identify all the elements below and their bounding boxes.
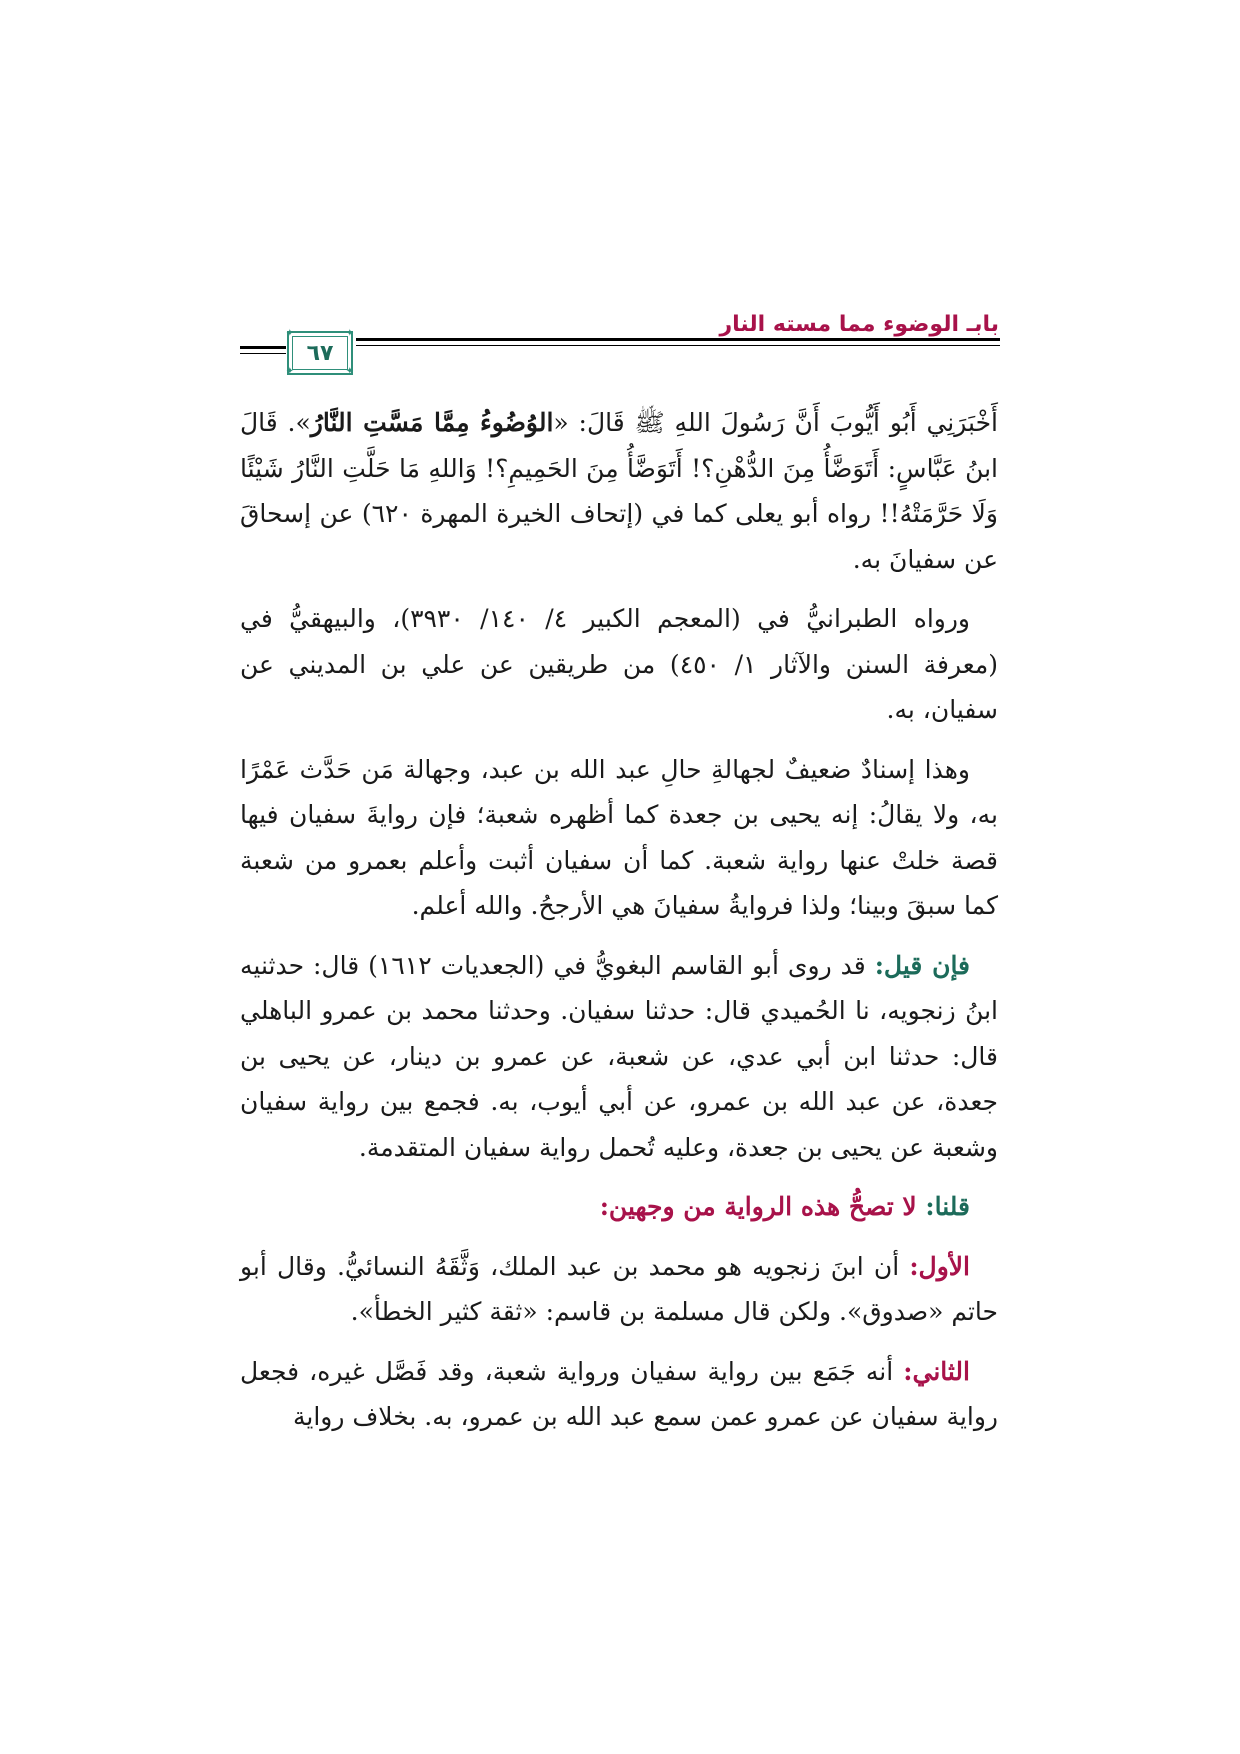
ornament-icon: ✦ [285,366,294,377]
ornament-icon: ✦ [285,328,294,339]
paragraph-hadith [240,400,998,582]
page-number: ٦٧ [306,340,334,366]
header-rule-right-thin [356,345,1000,346]
hadith-continuation: ». قَالَ ابنُ عَبَّاسٍ: أَتَوَضَّأُ مِنَ الدُّهْنِ؟! أَتَوَضَّأُ مِنَ الحَمِيمِ؟! وَاللهِ مَا حَلَّتِ النَّارُ شَيْئًا وَلَا حَرَّمَتْهُ!! رواه أبو يعلى كما في (إتحاف الخيرة المهرة ٦٢٠) عن إسحاقَ عن سفيانَ به. [240,408,998,574]
second-reason-text: أنه جَمَع بين رواية سفيان ورواية شعبة، وقد فَصَّل غيره، فجعل رواية سفيان عن عمرو عمن سمع عبد الله بن عمرو، به. بخلاف رواية [240,1356,998,1431]
second-reason-label: الثاني: [903,1356,970,1386]
first-reason-text: أن ابنَ زنجويه هو محمد بن عبد الملك، وَثَّقَهُ النسائيُّ. وقال أبو حاتم «صدوق». ولكن قال مسلمة بن قاسم: «ثقة كثير الخطأ». [240,1251,998,1326]
paragraph-second-reason [240,1349,998,1440]
paragraph-tabarani: ورواه الطبرانيُّ في (المعجم الكبير ٤/ ١٤٠/ ٣٩٣٠)، والبيهقيُّ في (معرفة السنن والآثار ١/ ٤٥٠) من طريقين عن علي بن المديني عن سفيان، به. [240,604,998,724]
objection-text: قد روى أبو القاسم البغويُّ في (الجعديات ١٦١٢) قال: حدثنيه ابنُ زنجويه، نا الحُميدي قال: حدثنا سفيان. وحدثنا محمد بن عمرو الباهلي قال: حدثنا ابن أبي عدي، عن شعبة، عن عمرو بن دينار، عن يحيى بن جعدة، عن عبد الله بن عمرو، عن أبي أيوب، به. فجمع بين رواية سفيان وشعبة عن يحيى بن جعدة، وعليه تُحمل رواية سفيان المتقدمة. [240,950,998,1162]
body-text [240,400,998,1454]
paragraph-first-reason [240,1244,998,1335]
response-text: لا تصحُّ هذه الرواية من وجهين: [599,1192,926,1221]
first-reason-label: الأول: [909,1251,970,1281]
hadith-quote: الوُضُوءُ مِمَّا مَسَّتِ النَّارُ [310,408,554,437]
chapter-title: بابـ الوضوء مما مسته النار [719,312,999,337]
response-label: قلنا: [925,1192,970,1221]
header-rule-left-thick [240,346,286,349]
header-rule-left-thin [240,353,286,354]
header-rule-right-thick [356,338,1000,341]
ornament-icon: ✦ [345,366,354,377]
objection-label: فإن قيل: [874,950,971,980]
paragraph-objection [240,943,998,1171]
page-number-frame [285,328,354,377]
hadith-intro: أَخْبَرَنِي أَبُو أَيُّوبَ أَنَّ رَسُولَ اللهِ ﷺ قَالَ: « [553,408,998,437]
paragraph-isnad-weak: وهذا إسنادٌ ضعيفٌ لجهالةِ حالِ عبد الله بن عبد، وجهالة مَن حَدَّث عَمْرًا به، ولا يقالُ: إنه يحيى بن جعدة كما أظهره شعبة؛ فإن روايةَ سفيان فيها قصة خلتْ عنها رواية شعبة. كما أن سفيان أثبت وأعلم بعمرو من شعبة كما سبقَ وبينا؛ ولذا فروايةُ سفيانَ هي الأرجحُ. والله أعلم. [240,754,998,920]
response-heading [240,1184,998,1230]
ornament-icon: ✦ [345,328,354,339]
